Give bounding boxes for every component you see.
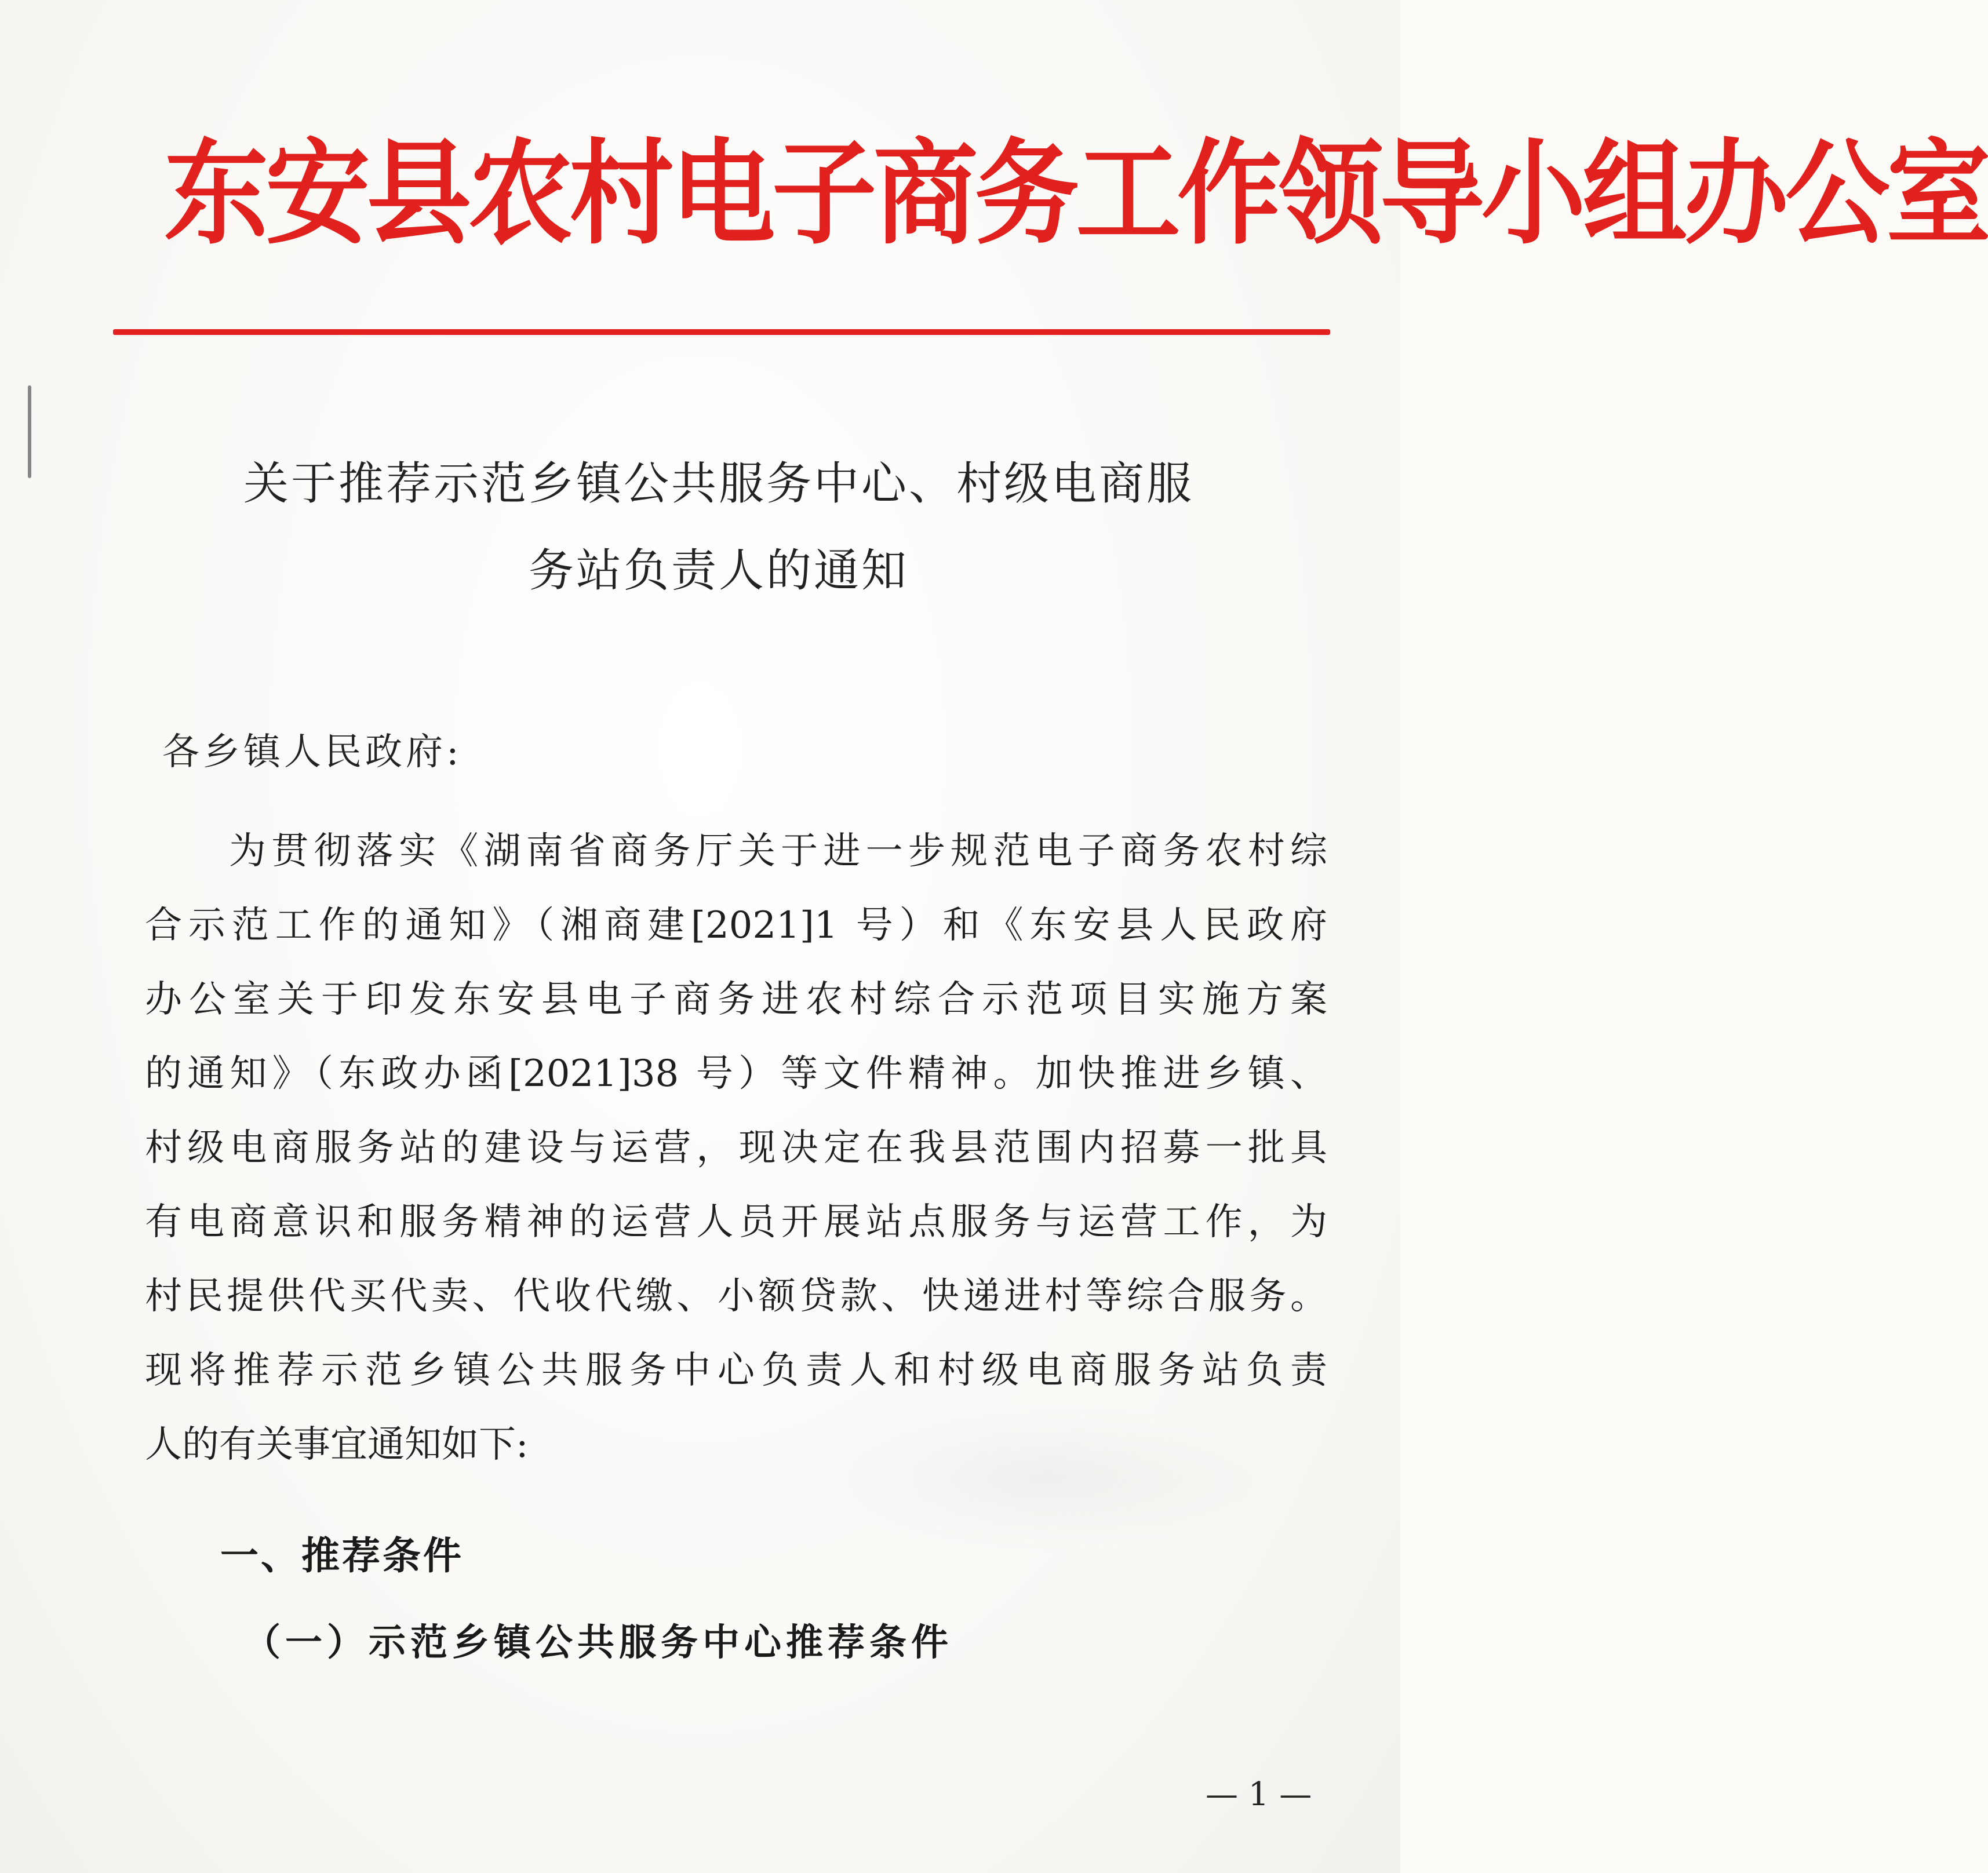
section-heading: 一、推荐条件 <box>220 1533 464 1578</box>
body-line: 村民提供代买代卖、代收代缴、小额贷款、快递进村等综合服务。 <box>145 1275 1327 1318</box>
subsection-heading: （一）示范乡镇公共服务中心推荐条件 <box>243 1621 953 1664</box>
letterhead-red-rule <box>113 329 1330 335</box>
paper-bleed-through <box>811 1402 1275 1553</box>
body-line: 村级电商服务站的建设与运营，现决定在我县范围内招募一批具 <box>145 1127 1327 1169</box>
body-line: 办公室关于印发东安县电子商务进农村综合示范项目实施方案 <box>145 978 1327 1021</box>
body-line: 为贯彻落实《湖南省商务厅关于进一步规范电子商务农村综 <box>229 830 1327 873</box>
body-paragraph <box>145 814 1327 1482</box>
body-line: 的通知》（东政办函[2021]38 号）等文件精神。加快推进乡镇、 <box>145 1052 1327 1095</box>
document-title <box>145 440 1292 614</box>
binding-mark <box>28 385 31 478</box>
body-line: 有电商意识和服务精神的运营人员开展站点服务与运营工作，为 <box>145 1201 1327 1244</box>
document-title-line-1: 关于推荐示范乡镇公共服务中心、村级电商服 <box>243 458 1194 510</box>
body-line: 合示范工作的通知》（湘商建[2021]1 号）和《东安县人民政府 <box>145 904 1327 947</box>
body-line: 人的有关事宜通知如下: <box>145 1423 529 1466</box>
letterhead-org-name: 东安县农村电子商务工作领导小组办公室 <box>164 128 1988 260</box>
document-title-line-2: 务站负责人的通知 <box>528 545 909 597</box>
salutation: 各乡镇人民政府: <box>162 731 463 774</box>
body-line: 现将推荐示范乡镇公共服务中心负责人和村级电商服务站负责 <box>145 1349 1327 1392</box>
page-number: — 1 — <box>1206 1776 1312 1813</box>
